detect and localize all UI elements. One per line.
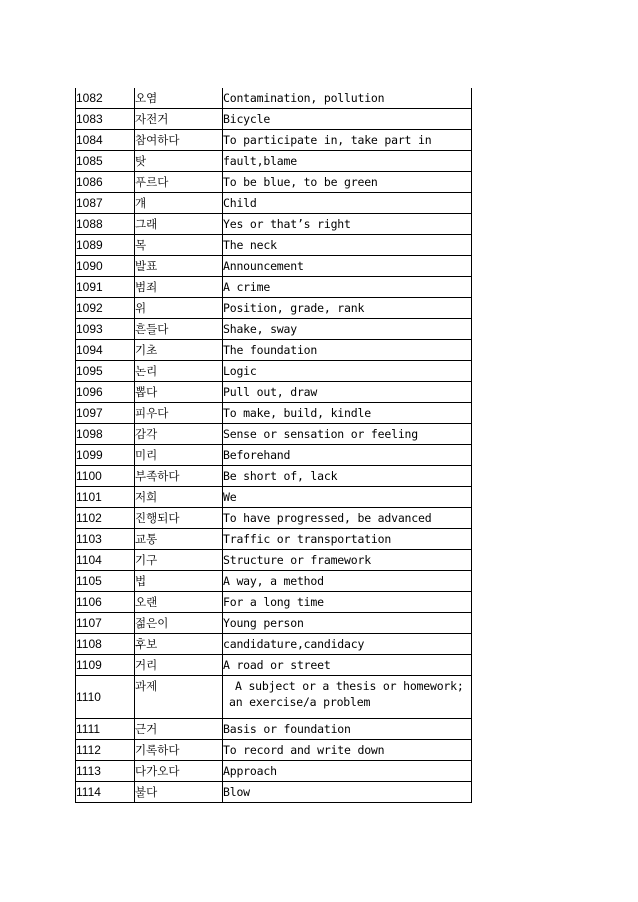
korean-word: 위 (135, 298, 223, 319)
table-row (76, 529, 472, 550)
table-row (76, 445, 472, 466)
table-row (76, 592, 472, 613)
english-meaning: Logic (223, 361, 472, 382)
table-row (76, 298, 472, 319)
table-row (76, 235, 472, 256)
korean-word: 흔들다 (135, 319, 223, 340)
table-row (76, 613, 472, 634)
entry-number: 1097 (76, 403, 135, 424)
korean-word: 자전거 (135, 109, 223, 130)
korean-word: 과제 (135, 676, 223, 719)
korean-word: 후보 (135, 634, 223, 655)
english-meaning: Traffic or transportation (223, 529, 472, 550)
table-row (76, 466, 472, 487)
korean-word: 발표 (135, 256, 223, 277)
entry-number: 1111 (76, 719, 135, 740)
table-row (76, 424, 472, 445)
entry-number: 1089 (76, 235, 135, 256)
entry-number: 1112 (76, 740, 135, 761)
entry-number: 1104 (76, 550, 135, 571)
english-meaning: To be blue, to be green (223, 172, 472, 193)
table-row (76, 761, 472, 782)
english-meaning: Bicycle (223, 109, 472, 130)
entry-number: 1098 (76, 424, 135, 445)
english-meaning: Contamination, pollution (223, 88, 472, 109)
entry-number: 1083 (76, 109, 135, 130)
entry-number: 1102 (76, 508, 135, 529)
english-meaning: Child (223, 193, 472, 214)
english-meaning: Pull out, draw (223, 382, 472, 403)
english-meaning: Yes or that’s right (223, 214, 472, 235)
english-meaning: Basis or foundation (223, 719, 472, 740)
entry-number: 1095 (76, 361, 135, 382)
entry-number: 1101 (76, 487, 135, 508)
english-meaning: To record and write down (223, 740, 472, 761)
english-meaning: Announcement (223, 256, 472, 277)
english-meaning: Shake, sway (223, 319, 472, 340)
korean-word: 감각 (135, 424, 223, 445)
entry-number: 1090 (76, 256, 135, 277)
table-row (76, 361, 472, 382)
entry-number: 1114 (76, 782, 135, 803)
table-row (76, 403, 472, 424)
korean-word: 목 (135, 235, 223, 256)
entry-number: 1113 (76, 761, 135, 782)
entry-number: 1084 (76, 130, 135, 151)
entry-number: 1100 (76, 466, 135, 487)
table-row (76, 508, 472, 529)
english-meaning: Be short of, lack (223, 466, 472, 487)
table-row (76, 319, 472, 340)
table-row (76, 676, 472, 719)
korean-word: 피우다 (135, 403, 223, 424)
korean-word: 교통 (135, 529, 223, 550)
entry-number: 1106 (76, 592, 135, 613)
table-row (76, 782, 472, 803)
english-meaning: A way, a method (223, 571, 472, 592)
table-row (76, 130, 472, 151)
table-row (76, 256, 472, 277)
vocabulary-table (75, 88, 472, 803)
english-meaning-line: an exercise/a problem (229, 695, 371, 709)
entry-number: 1087 (76, 193, 135, 214)
english-meaning: To make, build, kindle (223, 403, 472, 424)
table-row (76, 719, 472, 740)
korean-word: 부족하다 (135, 466, 223, 487)
table-row (76, 382, 472, 403)
english-meaning: A crime (223, 277, 472, 298)
korean-word: 오랜 (135, 592, 223, 613)
english-meaning: Sense or sensation or feeling (223, 424, 472, 445)
korean-word: 오염 (135, 88, 223, 109)
english-meaning: Beforehand (223, 445, 472, 466)
entry-number: 1086 (76, 172, 135, 193)
table-row (76, 172, 472, 193)
table-row (76, 634, 472, 655)
table-row (76, 277, 472, 298)
entry-number: 1109 (76, 655, 135, 676)
entry-number: 1094 (76, 340, 135, 361)
korean-word: 불다 (135, 782, 223, 803)
table-row (76, 550, 472, 571)
english-meaning: The neck (223, 235, 472, 256)
korean-word: 뽑다 (135, 382, 223, 403)
entry-number: 1091 (76, 277, 135, 298)
english-meaning: Approach (223, 761, 472, 782)
korean-word: 참여하다 (135, 130, 223, 151)
table-row (76, 214, 472, 235)
entry-number: 1082 (76, 88, 135, 109)
korean-word: 저희 (135, 487, 223, 508)
entry-number: 1107 (76, 613, 135, 634)
korean-word: 논리 (135, 361, 223, 382)
table-row (76, 340, 472, 361)
korean-word: 젊은이 (135, 613, 223, 634)
english-meaning-line: A subject or a thesis or homework; (235, 679, 464, 693)
korean-word: 다가오다 (135, 761, 223, 782)
table-row (76, 571, 472, 592)
table-row (76, 655, 472, 676)
entry-number: 1088 (76, 214, 135, 235)
korean-word: 그래 (135, 214, 223, 235)
entry-number: 1108 (76, 634, 135, 655)
korean-word: 기록하다 (135, 740, 223, 761)
vocabulary-table-body (76, 88, 472, 803)
english-meaning: Young person (223, 613, 472, 634)
english-meaning: We (223, 487, 472, 508)
table-row (76, 151, 472, 172)
entry-number: 1093 (76, 319, 135, 340)
english-meaning (223, 676, 472, 719)
english-meaning: To have progressed, be advanced (223, 508, 472, 529)
entry-number: 1092 (76, 298, 135, 319)
english-meaning: Position, grade, rank (223, 298, 472, 319)
korean-word: 걔 (135, 193, 223, 214)
table-row (76, 740, 472, 761)
korean-word: 범죄 (135, 277, 223, 298)
table-row (76, 487, 472, 508)
entry-number: 1103 (76, 529, 135, 550)
korean-word: 탓 (135, 151, 223, 172)
entry-number: 1096 (76, 382, 135, 403)
korean-word: 근거 (135, 719, 223, 740)
entry-number: 1099 (76, 445, 135, 466)
table-row (76, 88, 472, 109)
english-meaning: candidature,candidacy (223, 634, 472, 655)
korean-word: 거리 (135, 655, 223, 676)
entry-number: 1105 (76, 571, 135, 592)
entry-number: 1110 (76, 676, 135, 719)
table-row (76, 109, 472, 130)
korean-word: 진행되다 (135, 508, 223, 529)
korean-word: 미리 (135, 445, 223, 466)
english-meaning: The foundation (223, 340, 472, 361)
english-meaning: fault,blame (223, 151, 472, 172)
english-meaning: For a long time (223, 592, 472, 613)
english-meaning: Blow (223, 782, 472, 803)
korean-word: 기초 (135, 340, 223, 361)
english-meaning: A road or street (223, 655, 472, 676)
korean-word: 푸르다 (135, 172, 223, 193)
english-meaning: Structure or framework (223, 550, 472, 571)
entry-number: 1085 (76, 151, 135, 172)
korean-word: 기구 (135, 550, 223, 571)
table-row (76, 193, 472, 214)
english-meaning: To participate in, take part in (223, 130, 472, 151)
korean-word: 법 (135, 571, 223, 592)
